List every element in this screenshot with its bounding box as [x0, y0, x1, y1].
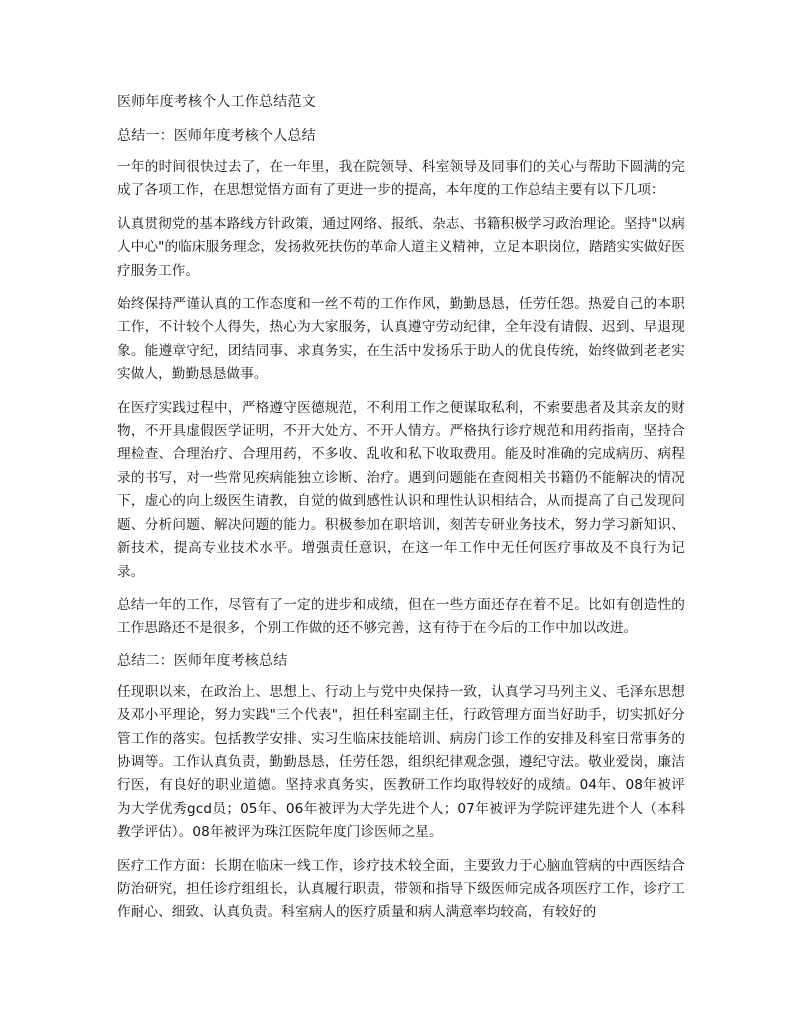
section-2-paragraph: 医疗工作方面：长期在临床一线工作，诊疗技术较全面，主要致力于心脑血管病的中西医结合防治研究，担任诊疗组组长，认真履行职责，带领和指导下级医师完成各项医疗工作，诊疗工作耐心、细致、认真负责。科室病人的医疗质量和病人满意率均较高，有较好的 [117, 857, 685, 921]
section-2-paragraph: 任现职以来，在政治上、思想上、行动上与党中央保持一致，认真学习马列主义、毛泽东思想及邓小平理论，努力实践"三个代表"，担任科室副主任，行政管理方面当好助手，切实抓好分管工作的落实。包括教学安排、实习生临床技能培训、病房门诊工作的安排及科室日常事务的协调等。工作认真负责，勤勤恳恳，任劳任怨，组织纪律观念强，遵纪守法。敬业爱岗，廉洁行医，有良好的职业道德。坚持求真务实，医教研工作均取得较好的成绩。04年、08年被评为大学优秀gcd员；05年、06年被评为大学先进个人；07年被评为学院评建先进个人（本科教学评估）。08年被评为珠江医院年度门诊医师之星。 [117, 683, 685, 841]
document-title: 医师年度考核个人工作总结范文 [117, 94, 316, 110]
section-1-paragraph: 在医疗实践过程中，严格遵守医德规范，不利用工作之便谋取私利，不索要患者及其亲友的财物，不开具虚假医学证明，不开大处方、不开人情方。严格执行诊疗规范和用药指南，坚持合理检查、合理治疗、合理用药，不多收、乱收和私下收取费用。能及时准确的完成病历、病程录的书写，对一些常见疾病能独立诊断、治疗。遇到问题能在查阅相关书籍仍不能解决的情况下，虚心的向上级医生请教，自觉的做到感性认识和理性认识相结合，从而提高了自己发现问题、分析问题、解决问题的能力。积极参加在职培训，刻苦专研业务技术，努力学习新知识、新技术，提高专业技术水平。增强责任意识，在这一年工作中无任何医疗事故及不良行为记录。 [117, 399, 685, 580]
section-1-paragraph: 始终保持严谨认真的工作态度和一丝不苟的工作作风，勤勤恳恳，任劳任怨。热爱自己的本职工作，不计较个人得失，热心为大家服务，认真遵守劳动纪律，全年没有请假、迟到、早退现象。能遵章守纪，团结同事、求真务实，在生活中发扬乐于助人的优良传统，始终做到老老实实做人，勤勤恳恳做事。 [117, 296, 685, 383]
section-1-paragraph: 认真贯彻党的基本路线方针政策，通过网络、报纸、杂志、书籍积极学习政治理论。坚持"以病人中心"的临床服务理念，发扬救死扶伤的革命人道主义精神，立足本职岗位，踏踏实实做好医疗服务工作。 [117, 215, 685, 279]
section-1-paragraph: 总结一年的工作，尽管有了一定的进步和成绩，但在一些方面还存在着不足。比如有创造性的工作思路还不是很多，个别工作做的还不够完善，这有待于在今后的工作中加以改进。 [117, 596, 685, 637]
section-1-paragraph: 一年的时间很快过去了，在一年里，我在院领导、科室领导及同事们的关心与帮助下圆满的完成了各项工作，在思想觉悟方面有了更进一步的提高，本年度的工作总结主要有以下几项： [117, 159, 685, 199]
section-2-heading: 总结二：医师年度考核总结 [117, 652, 288, 669]
document-body [117, 92, 685, 935]
section-1-heading: 总结一：医师年度考核个人总结 [117, 128, 316, 144]
